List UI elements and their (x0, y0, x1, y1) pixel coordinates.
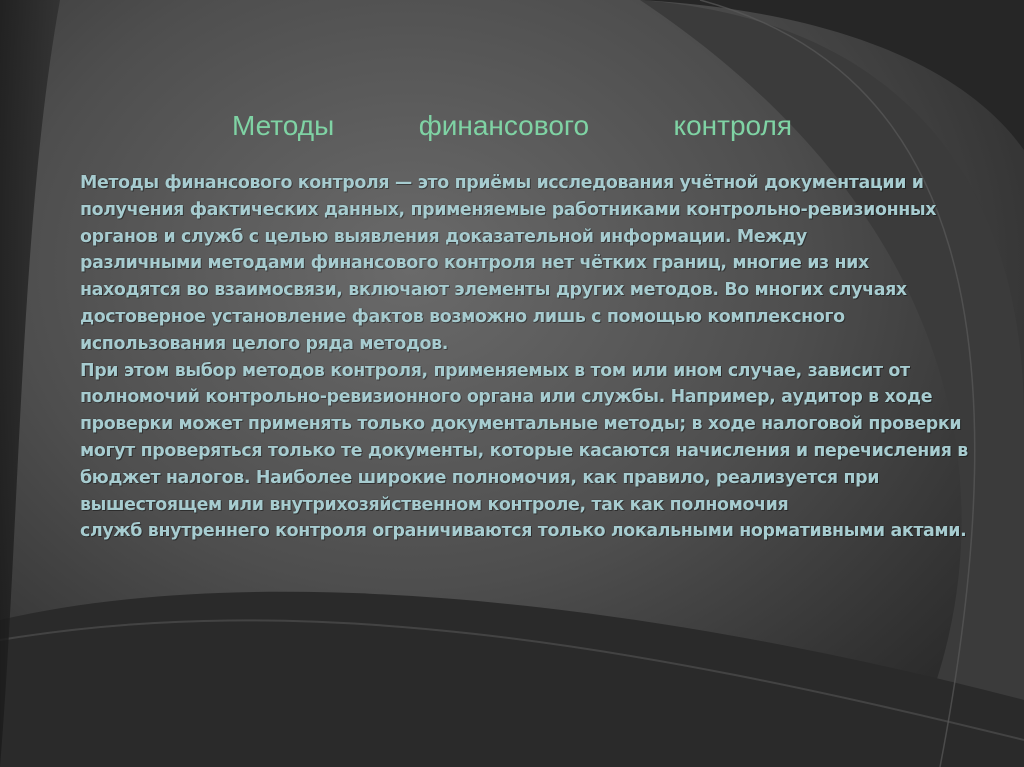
body-line: служб внутреннего контроля ограничиваются только локальными нормативными актами. (80, 521, 967, 542)
body-line: могут проверяться только те документы, которые касаются начисления и перечисления в (80, 440, 968, 461)
body-line: вышестоящем или внутрихозяйственном контроле, так как полномочия (80, 494, 789, 515)
body-line: различными методами финансового контроля нет чётких границ, многие из них (80, 253, 869, 274)
body-line: бюджет налогов. Наиболее широкие полномочия, как правило, реализуется при (80, 467, 880, 488)
body-line: достоверное установление фактов возможно лишь с помощью комплексного (80, 306, 845, 327)
body-line: полномочий контрольно-ревизионного органа или службы. Например, аудитор в ходе (80, 387, 933, 408)
body-line: получения фактических данных, применяемые работниками контрольно-ревизионных (80, 199, 937, 220)
slide-title: Методы финансового контроля (232, 110, 792, 141)
body-line: проверки может применять только документальные методы; в ходе налоговой проверки (80, 414, 962, 435)
swoosh-lower-band (0, 592, 1024, 767)
body-line: Методы финансового контроля — это приёмы исследования учётной документации и (80, 173, 924, 193)
body-line: органов и служб с целью выявления доказательной информации. Между (80, 226, 807, 247)
slide-body (80, 170, 980, 545)
body-line: использования целого ряда методов. (80, 333, 449, 354)
body-line: При этом выбор методов контроля, применяемых в том или ином случае, зависит от (80, 360, 910, 381)
body-line: находятся во взаимосвязи, включают элементы других методов. Во многих случаях (80, 280, 907, 301)
